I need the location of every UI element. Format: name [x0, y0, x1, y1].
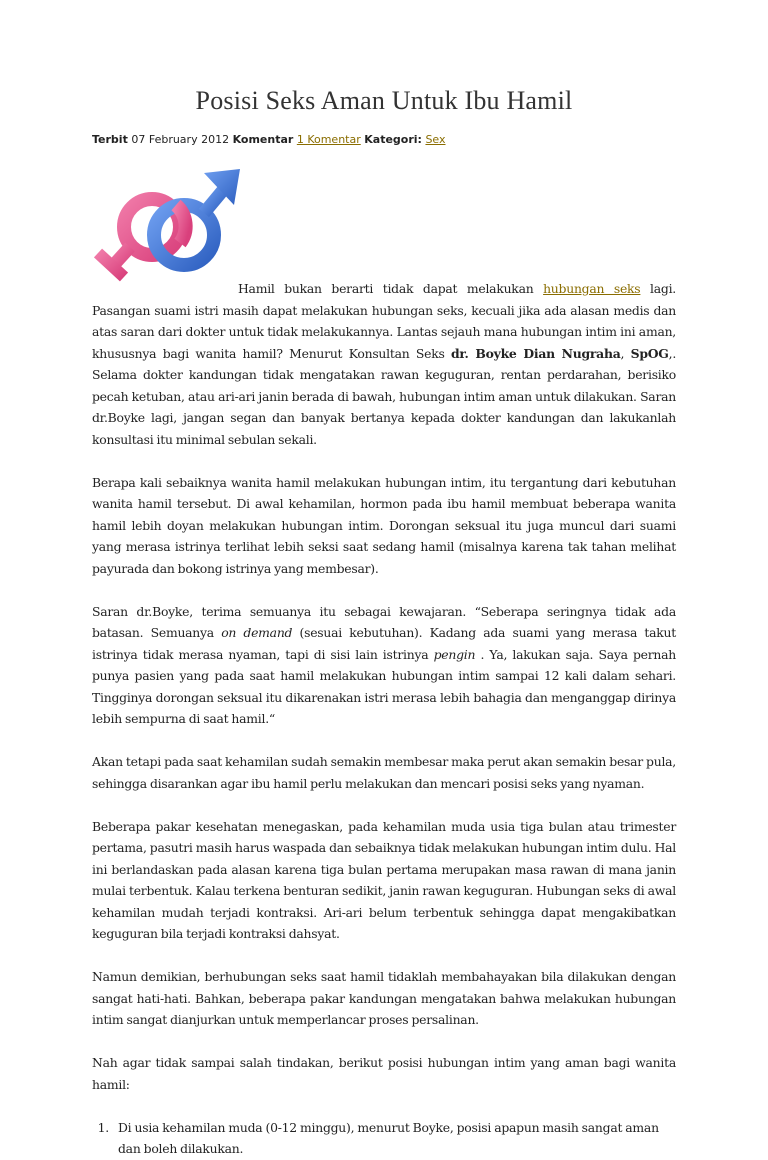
published-date: 07 February 2012: [131, 133, 230, 146]
p1-comma: ,: [620, 345, 631, 361]
paragraph-4: Akan tetapi pada saat kehamilan sudah semakin membesar maka perut akan semakin besar pula, sehingga disarankan agar ibu hamil perlu melakukan dan mencari posisi seks yang nyaman.: [92, 754, 676, 791]
article-meta: [92, 133, 676, 146]
article-title: Posisi Seks Aman Untuk Ibu Hamil: [195, 86, 573, 115]
paragraph-5: Beberapa pakar kesehatan menegaskan, pada kehamilan muda usia tiga bulan atau trimester pertama, pasutri masih harus waspada dan sebaiknya tidak melakukan hubungan intim dulu. Hal ini berlandaskan pada alasan karena tiga bulan pertama merupakan masa rawan di mana janin mulai terbentuk. Kalau terkena benturan sedikit, janin rawan keguguran. Hubungan seks di awal kehamilan mudah terjadi kontraksi. Ari-ari belum terbentuk sehingga dapat mengakibatkan keguguran bila terjadi kontraksi dahsyat.: [92, 818, 676, 941]
category-label: Kategori:: [364, 133, 422, 146]
p1-doctor-title: SpOG: [630, 345, 669, 361]
paragraph-6: Namun demikian, berhubungan seks saat hamil tidaklah membahayakan bila dilakukan dengan sangat hati-hati. Bahkan, beberapa pakar kandungan mengatakan bahwa melakukan hubungan intim sangat dianjurkan untuk memperlancar proses persalinan.: [92, 969, 676, 1027]
paragraph-3: [92, 601, 676, 730]
p1-text-a: Hamil bukan berarti tidak dapat melakukan: [238, 281, 544, 296]
paragraph-7: Nah agar tidak sampai salah tindakan, berikut posisi hubungan intim yang aman bagi wanita hamil:: [92, 1055, 676, 1092]
comments-label: Komentar: [232, 133, 294, 146]
p3-italic-on-demand: on demand: [221, 625, 293, 640]
category-link[interactable]: Sex: [425, 133, 446, 146]
comments-link[interactable]: 1 Komentar: [296, 133, 361, 146]
link-hubungan-seks[interactable]: hubungan seks: [543, 281, 641, 296]
p1-text-c: ,. Selama dokter kandungan tidak mengatakan rawan keguguran, rentan perdarahan, berisiko pecah ketuban, atau ari-ari janin berada di bawah, hubungan intim aman untuk dilakukan. Saran dr.Boyke lagi, jangan segan dan banyak bertanya kepada dokter kandungan dan lakukanlah konsultasi itu minimal sebulan sekali.: [92, 345, 677, 447]
paragraph-1: [92, 278, 676, 450]
list-item: 1. Di usia kehamilan muda (0-12 minggu), menurut Boyke, posisi apapun masih sangat aman dan boleh dilakukan.: [112, 1117, 676, 1160]
article-body: [92, 278, 676, 1160]
p3-text-c: . Ya, lakukan saja. Saya pernah punya pasien yang pada saat hamil melakukan hubungan intim sampai 12 kali dalam sehari. Tingginya dorongan seksual itu dikarenakan istri merasa lebih bahagia dan menganggap dirinya lebih sempurna di saat hamil.“: [92, 646, 676, 726]
paragraph-2: Berapa kali sebaiknya wanita hamil melakukan hubungan intim, itu tergantung dari kebutuhan wanita hamil tersebut. Di awal kehamilan, hormon pada ibu hamil membuat beberapa wanita hamil lebih doyan melakukan hubungan intim. Dorongan seksual itu juga muncul dari suami yang merasa istrinya terlihat lebih seksi saat sedang hamil (misalnya karena tak tahan melihat payurada dan bokong istrinya yang membesar).: [92, 474, 676, 576]
p1-doctor-name: dr. Boyke Dian Nugraha: [451, 345, 621, 361]
p1-text-b: lagi. Pasangan suami istri masih dapat melakukan hubungan seks, kecuali jika ada alasan medis dan atas saran dari dokter untuk tidak melakukannya. Lantas sejauh mana hubungan intim ini aman, khususnya bagi wanita hamil? Menurut Konsultan Seks: [92, 281, 676, 361]
p3-text-a: Saran dr.Boyke, terima semuanya itu sebagai kewajaran. “Seberapa seringnya tidak ada batasan. Semuanya: [92, 603, 676, 640]
position-list: [92, 1117, 676, 1160]
p3-italic-pengin: pengin: [433, 646, 476, 662]
gender-symbols-icon: [92, 165, 242, 290]
published-label: Terbit: [92, 133, 128, 146]
male-symbol-icon: [154, 169, 240, 265]
p3-text-b: (sesuai kebutuhan). Kadang ada suami yang merasa takut istrinya tidak merasa nyaman, tapi di sisi lain istrinya: [92, 625, 676, 662]
